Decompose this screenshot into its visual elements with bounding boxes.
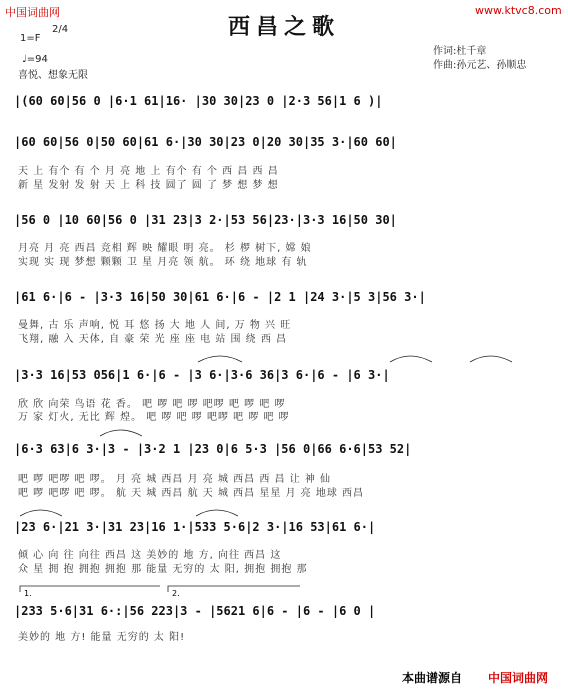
svg-text:1.: 1.: [24, 589, 32, 598]
lyric-row-6-verse-2: 吧 啰 吧啰 吧 啰。 航 天 城 西昌 航 天 城 西昌 星星 月 亮 地球 西昌: [18, 488, 365, 499]
lyric-row-6-verse-1: 吧 啰 吧啰 吧 啰。 月 亮 城 西昌 月 亮 城 西昌 西 昌 让 神 仙: [18, 474, 332, 485]
time-signature: [52, 24, 68, 36]
notation-row-7: |23 6·|21 3·|31 23|16 1·|533 5·6|2 3·|16 53|61 6·|: [14, 520, 376, 534]
notation-row-3: |56 0 |10 60|56 0 |31 23|3 2·|53 56|23·|3·3 16|50 30|: [14, 213, 397, 227]
watermark-top-right: www.ktvc8.com: [475, 4, 562, 17]
watermark-top-left: 中国词曲网: [5, 6, 60, 19]
lyric-row-3-verse-2: 实现 实 现 梦想 颗颗 卫 星 月亮 领 航。 环 绕 地球 有 轨: [18, 257, 308, 268]
time-signature-text: 2/4: [52, 24, 69, 35]
lyric-row-2-verse-2: 新 星 发射 发 射 天 上 科 技 圆了 圆 了 梦 想 梦 想: [18, 180, 279, 191]
lyricist-credit: 作词:杜千章: [433, 46, 487, 57]
expression-marking: 喜悦、想象无限: [18, 70, 88, 81]
footer-watermark: 中国词曲网: [488, 671, 549, 685]
lyric-row-3-verse-1: 月亮 月 亮 西昌 竞相 辉 映 耀眼 明 亮。 杉 椤 树下, 嫦 娘: [18, 243, 312, 254]
notation-row-2: |60 60|56 0|50 60|61 6·|30 30|23 0|20 30|35 3·|60 60|: [14, 135, 397, 149]
tempo-marking: ♩=94: [22, 54, 48, 65]
footer-source: 本曲谱源自: [402, 671, 463, 685]
lyric-row-4-verse-2: 飞翔, 融 入 天体, 自 豪 荣 光 座 座 电 站 围 绕 西 昌: [18, 334, 288, 345]
lyric-row-7-verse-1: 倾 心 向 往 向往 西昌 这 美妙的 地 方, 向往 西昌 这: [18, 550, 282, 561]
lyric-row-7-verse-2: 众 星 拥 抱 拥抱 拥抱 那 能量 无穷的 太 阳, 拥抱 拥抱 那: [18, 564, 308, 575]
key-signature: 1=F: [20, 33, 41, 44]
notation-row-5: |3·3 16|53 056|1 6·|6 - |3 6·|3·6 36|3 6·|6 - |6 3·|: [14, 368, 390, 382]
notation-row-4: |61 6·|6 - |3·3 16|50 30|61 6·|6 - |2 1 |24 3·|5 3|56 3·|: [14, 290, 426, 304]
svg-text:2.: 2.: [172, 589, 180, 598]
lyric-row-2-verse-1: 天 上 有个 有 个 月 亮 地 上 有个 有 个 西 昌 西 昌: [18, 166, 279, 177]
lyric-row-5-verse-2: 万 家 灯火, 无比 辉 煌。 吧 啰 吧 啰 吧啰 吧 啰 吧 啰: [18, 412, 290, 423]
song-title: 西昌之歌: [228, 14, 341, 40]
lyric-row-4-verse-1: 曼舞, 古 乐 声响, 悦 耳 悠 扬 大 地 人 间, 万 物 兴 旺: [18, 320, 292, 331]
notation-row-1: |(60 60|56 0 |6·1 61|16· |30 30|23 0 |2·3 56|1 6 )|: [14, 94, 383, 108]
lyric-row-8-verse-1: 美妙的 地 方! 能量 无穷的 太 阳!: [18, 632, 186, 643]
notation-row-8: |233 5·6|31 6·:|56 223|3 - |5621 6|6 - |6 - |6 0 |: [14, 604, 376, 618]
composer-credit: 作曲:孙元艺、孙顺忠: [433, 60, 527, 71]
notation-row-6: |6·3 63|6 3·|3 - |3·2 1 |23 0|6 5·3 |56 0|66 6·6|53 52|: [14, 442, 412, 456]
lyric-row-5-verse-1: 欣 欣 向荣 鸟语 花 香。 吧 啰 吧 啰 吧啰 吧 啰 吧 啰: [18, 399, 286, 410]
